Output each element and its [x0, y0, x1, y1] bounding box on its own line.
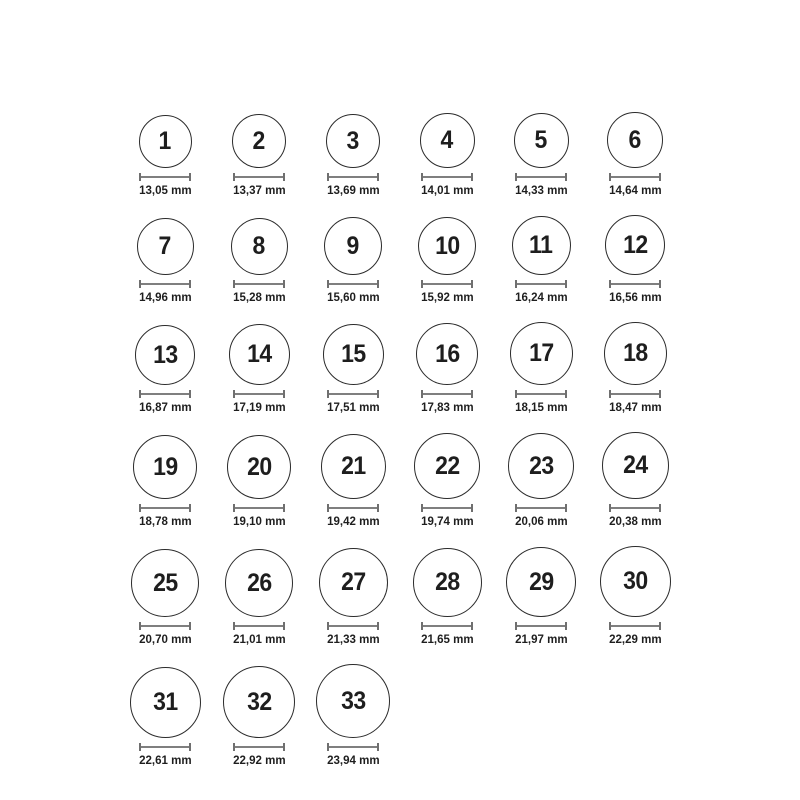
- diameter-measure-line: [327, 280, 379, 288]
- measure-tick-left: [233, 280, 235, 288]
- measure-bar: [327, 625, 379, 627]
- diameter-label: 16,24 mm: [514, 290, 568, 304]
- ring-circle: [135, 325, 195, 385]
- ring-size-item: [400, 548, 494, 647]
- measure-bar: [609, 283, 661, 285]
- measure-tick-left: [327, 390, 329, 398]
- measure-bar: [327, 283, 379, 285]
- measure-bar: [233, 746, 285, 748]
- measure-tick-right: [283, 622, 285, 630]
- diameter-label: 13,69 mm: [326, 183, 380, 197]
- measure-bar: [139, 176, 191, 178]
- diameter-measure-line: [609, 280, 661, 288]
- diameter-label: 16,56 mm: [608, 290, 662, 304]
- ring-size-number: 21: [340, 452, 366, 480]
- diameter-label: 21,97 mm: [514, 632, 568, 646]
- ring-circle: [323, 324, 384, 385]
- measure-tick-left: [139, 743, 141, 751]
- ring-size-item: [306, 434, 400, 529]
- diameter-measure-line: [233, 390, 285, 398]
- ring-size-number: 5: [534, 126, 548, 154]
- ring-size-item: [212, 435, 306, 529]
- ring-size-item: [118, 115, 212, 198]
- diameter-label: 15,92 mm: [420, 290, 474, 304]
- ring-circle: [324, 217, 382, 275]
- ring-size-item: [306, 664, 400, 768]
- measure-tick-left: [233, 173, 235, 181]
- ring-size-number: 24: [622, 451, 648, 479]
- measure-tick-right: [377, 622, 379, 630]
- ring-size-item: [118, 325, 212, 415]
- ring-circle: [418, 217, 476, 275]
- diameter-measure-line: [327, 504, 379, 512]
- measure-bar: [515, 393, 567, 395]
- ring-size-number: 4: [440, 126, 454, 154]
- measure-tick-left: [515, 622, 517, 630]
- ring-circle: [131, 549, 199, 617]
- ring-circle: [506, 547, 576, 617]
- diameter-label: 21,65 mm: [420, 632, 474, 646]
- ring-size-number: 15: [340, 340, 366, 368]
- measure-tick-left: [609, 504, 611, 512]
- ring-size-number: 19: [152, 452, 178, 481]
- ring-size-item: [400, 433, 494, 529]
- measure-tick-right: [189, 280, 191, 288]
- measure-bar: [327, 746, 379, 748]
- ring-size-number: 1: [158, 127, 172, 155]
- measure-bar: [233, 393, 285, 395]
- ring-size-number: 9: [346, 231, 360, 260]
- ring-size-number: 27: [340, 568, 366, 596]
- measure-tick-right: [189, 390, 191, 398]
- measure-tick-left: [421, 280, 423, 288]
- measure-tick-right: [471, 622, 473, 630]
- measure-tick-right: [283, 173, 285, 181]
- ring-circle: [223, 666, 295, 738]
- ring-size-number: 16: [434, 339, 460, 368]
- ring-circle: [416, 323, 478, 385]
- ring-circle: [139, 115, 192, 168]
- ring-size-chart: [118, 0, 682, 768]
- ring-size-number: 14: [246, 340, 272, 368]
- diameter-measure-line: [421, 173, 473, 181]
- ring-circle: [227, 435, 291, 499]
- measure-bar: [609, 393, 661, 395]
- ring-circle: [508, 433, 574, 499]
- ring-size-item: [494, 547, 588, 647]
- diameter-label: 14,33 mm: [514, 183, 568, 197]
- measure-tick-right: [283, 280, 285, 288]
- diameter-measure-line: [515, 622, 567, 630]
- ring-circle: [512, 216, 571, 275]
- measure-bar: [515, 176, 567, 178]
- diameter-label: 20,38 mm: [608, 514, 662, 528]
- diameter-label: 15,60 mm: [326, 290, 380, 304]
- ring-size-number: 10: [434, 231, 460, 260]
- ring-size-item: [118, 435, 212, 529]
- ring-size-number: 22: [434, 451, 460, 480]
- ring-circle: [321, 434, 386, 499]
- ring-circle: [605, 215, 665, 275]
- diameter-measure-line: [139, 390, 191, 398]
- diameter-label: 14,96 mm: [138, 290, 192, 304]
- diameter-label: 13,05 mm: [138, 183, 192, 197]
- ring-circle: [326, 114, 380, 168]
- diameter-measure-line: [515, 504, 567, 512]
- diameter-label: 19,42 mm: [326, 514, 380, 528]
- measure-bar: [609, 625, 661, 627]
- measure-bar: [327, 176, 379, 178]
- ring-size-number: 12: [622, 230, 648, 259]
- ring-size-item: [306, 217, 400, 305]
- diameter-label: 19,10 mm: [232, 514, 286, 528]
- ring-size-item: [306, 324, 400, 415]
- measure-bar: [515, 283, 567, 285]
- diameter-measure-line: [515, 390, 567, 398]
- diameter-label: 23,94 mm: [326, 753, 380, 767]
- diameter-measure-line: [139, 504, 191, 512]
- ring-size-number: 8: [252, 232, 266, 260]
- diameter-label: 18,47 mm: [608, 400, 662, 414]
- ring-size-number: 17: [528, 339, 554, 367]
- measure-bar: [233, 507, 285, 509]
- measure-bar: [233, 283, 285, 285]
- ring-size-item: [306, 114, 400, 198]
- ring-size-number: 3: [346, 126, 360, 155]
- ring-size-number: 31: [152, 688, 178, 716]
- ring-size-item: [588, 112, 682, 198]
- measure-tick-left: [327, 173, 329, 181]
- measure-bar: [421, 507, 473, 509]
- ring-size-item: [118, 667, 212, 768]
- diameter-measure-line: [421, 390, 473, 398]
- ring-size-item: [494, 216, 588, 305]
- ring-circle: [225, 549, 293, 617]
- diameter-label: 17,19 mm: [232, 400, 286, 414]
- diameter-measure-line: [233, 280, 285, 288]
- measure-tick-right: [659, 390, 661, 398]
- ring-circle: [229, 324, 290, 385]
- measure-bar: [139, 507, 191, 509]
- measure-tick-left: [609, 280, 611, 288]
- ring-size-number: 23: [528, 451, 554, 480]
- measure-tick-right: [565, 173, 567, 181]
- diameter-label: 14,01 mm: [420, 183, 474, 197]
- ring-circle: [231, 218, 288, 275]
- diameter-measure-line: [609, 504, 661, 512]
- measure-tick-right: [283, 743, 285, 751]
- measure-tick-right: [565, 280, 567, 288]
- ring-size-number: 26: [246, 568, 272, 597]
- measure-tick-left: [327, 280, 329, 288]
- diameter-measure-line: [421, 280, 473, 288]
- measure-bar: [233, 176, 285, 178]
- ring-circle: [137, 218, 194, 275]
- ring-size-item: [494, 322, 588, 415]
- measure-tick-right: [471, 280, 473, 288]
- ring-size-number: 2: [252, 126, 266, 155]
- diameter-measure-line: [233, 173, 285, 181]
- ring-size-item: [400, 113, 494, 198]
- measure-bar: [327, 393, 379, 395]
- ring-circle: [316, 664, 390, 738]
- measure-bar: [609, 507, 661, 509]
- diameter-label: 20,70 mm: [138, 632, 192, 646]
- diameter-measure-line: [139, 280, 191, 288]
- diameter-measure-line: [421, 504, 473, 512]
- ring-circle: [133, 435, 197, 499]
- measure-tick-right: [283, 390, 285, 398]
- ring-size-number: 7: [158, 232, 172, 260]
- diameter-measure-line: [233, 622, 285, 630]
- ring-circle: [232, 114, 286, 168]
- measure-tick-left: [233, 504, 235, 512]
- ring-size-item: [588, 215, 682, 305]
- diameter-label: 20,06 mm: [514, 514, 568, 528]
- measure-tick-right: [189, 504, 191, 512]
- measure-tick-right: [377, 504, 379, 512]
- ring-circle: [602, 432, 669, 499]
- measure-bar: [139, 393, 191, 395]
- ring-size-number: 13: [152, 340, 178, 369]
- measure-tick-left: [515, 390, 517, 398]
- measure-tick-right: [377, 173, 379, 181]
- measure-tick-left: [421, 504, 423, 512]
- ring-circle: [604, 322, 667, 385]
- ring-size-item: [118, 218, 212, 305]
- measure-tick-right: [471, 390, 473, 398]
- diameter-measure-line: [327, 622, 379, 630]
- diameter-measure-line: [327, 173, 379, 181]
- measure-tick-left: [609, 622, 611, 630]
- measure-tick-right: [189, 622, 191, 630]
- ring-size-number: 32: [246, 687, 272, 716]
- measure-tick-right: [283, 504, 285, 512]
- ring-circle: [130, 667, 201, 738]
- measure-tick-left: [421, 390, 423, 398]
- diameter-label: 15,28 mm: [232, 290, 286, 304]
- measure-bar: [139, 746, 191, 748]
- ring-size-number: 33: [340, 686, 366, 715]
- measure-tick-left: [515, 504, 517, 512]
- ring-circle: [414, 433, 480, 499]
- measure-tick-left: [139, 390, 141, 398]
- diameter-label: 21,01 mm: [232, 632, 286, 646]
- diameter-label: 17,83 mm: [420, 400, 474, 414]
- measure-bar: [139, 283, 191, 285]
- ring-circle: [420, 113, 475, 168]
- measure-tick-left: [609, 173, 611, 181]
- measure-bar: [515, 507, 567, 509]
- ring-circle: [607, 112, 663, 168]
- measure-tick-right: [377, 390, 379, 398]
- measure-tick-right: [377, 280, 379, 288]
- measure-tick-right: [189, 173, 191, 181]
- ring-circle: [510, 322, 573, 385]
- ring-size-number: 28: [434, 568, 460, 596]
- measure-bar: [139, 625, 191, 627]
- measure-tick-right: [565, 504, 567, 512]
- ring-size-item: [588, 546, 682, 647]
- measure-tick-left: [139, 504, 141, 512]
- ring-size-number: 20: [246, 452, 272, 481]
- measure-bar: [421, 393, 473, 395]
- ring-size-item: [306, 548, 400, 647]
- diameter-label: 22,29 mm: [608, 632, 662, 646]
- measure-tick-left: [609, 390, 611, 398]
- diameter-label: 18,15 mm: [514, 400, 568, 414]
- diameter-measure-line: [609, 390, 661, 398]
- ring-size-number: 25: [152, 568, 178, 597]
- ring-size-number: 18: [622, 339, 648, 367]
- measure-tick-right: [189, 743, 191, 751]
- ring-size-item: [118, 549, 212, 647]
- measure-tick-right: [659, 622, 661, 630]
- measure-bar: [421, 176, 473, 178]
- measure-tick-right: [471, 504, 473, 512]
- measure-tick-left: [327, 743, 329, 751]
- ring-size-number: 30: [622, 567, 648, 595]
- measure-tick-right: [565, 390, 567, 398]
- ring-size-item: [400, 323, 494, 415]
- diameter-measure-line: [421, 622, 473, 630]
- diameter-label: 22,92 mm: [232, 753, 286, 767]
- ring-size-item: [494, 113, 588, 198]
- measure-tick-left: [139, 280, 141, 288]
- measure-tick-right: [659, 280, 661, 288]
- ring-circle: [413, 548, 482, 617]
- diameter-measure-line: [139, 743, 191, 751]
- diameter-label: 13,37 mm: [232, 183, 286, 197]
- diameter-measure-line: [609, 622, 661, 630]
- ring-size-number: 29: [528, 567, 554, 596]
- diameter-measure-line: [327, 390, 379, 398]
- ring-size-item: [400, 217, 494, 305]
- ring-size-grid: [118, 112, 682, 768]
- measure-bar: [233, 625, 285, 627]
- measure-tick-left: [233, 622, 235, 630]
- diameter-label: 16,87 mm: [138, 400, 192, 414]
- ring-size-item: [212, 666, 306, 768]
- diameter-label: 19,74 mm: [420, 514, 474, 528]
- measure-tick-right: [471, 173, 473, 181]
- diameter-label: 14,64 mm: [608, 183, 662, 197]
- measure-tick-left: [515, 280, 517, 288]
- measure-tick-left: [327, 504, 329, 512]
- ring-size-item: [588, 322, 682, 415]
- diameter-measure-line: [515, 173, 567, 181]
- measure-bar: [421, 625, 473, 627]
- ring-circle: [514, 113, 569, 168]
- ring-size-item: [494, 433, 588, 529]
- diameter-label: 17,51 mm: [326, 400, 380, 414]
- ring-circle: [600, 546, 671, 617]
- ring-size-number: 6: [628, 125, 642, 154]
- diameter-measure-line: [139, 173, 191, 181]
- ring-circle: [319, 548, 388, 617]
- ring-size-item: [212, 114, 306, 198]
- measure-tick-left: [327, 622, 329, 630]
- diameter-measure-line: [327, 743, 379, 751]
- measure-tick-left: [515, 173, 517, 181]
- diameter-measure-line: [609, 173, 661, 181]
- measure-tick-left: [139, 622, 141, 630]
- measure-bar: [609, 176, 661, 178]
- ring-size-number: 11: [529, 231, 553, 259]
- diameter-label: 18,78 mm: [138, 514, 192, 528]
- measure-bar: [327, 507, 379, 509]
- measure-tick-left: [421, 622, 423, 630]
- measure-tick-right: [659, 504, 661, 512]
- diameter-label: 21,33 mm: [326, 632, 380, 646]
- ring-size-item: [212, 549, 306, 647]
- diameter-measure-line: [233, 743, 285, 751]
- ring-size-item: [212, 218, 306, 305]
- measure-bar: [421, 283, 473, 285]
- ring-size-item: [212, 324, 306, 415]
- measure-tick-right: [659, 173, 661, 181]
- measure-tick-left: [233, 390, 235, 398]
- diameter-measure-line: [515, 280, 567, 288]
- diameter-label: 22,61 mm: [138, 753, 192, 767]
- measure-tick-left: [421, 173, 423, 181]
- ring-size-item: [588, 432, 682, 529]
- measure-tick-right: [565, 622, 567, 630]
- diameter-measure-line: [233, 504, 285, 512]
- measure-tick-left: [233, 743, 235, 751]
- measure-tick-right: [377, 743, 379, 751]
- diameter-measure-line: [139, 622, 191, 630]
- measure-bar: [515, 625, 567, 627]
- measure-tick-left: [139, 173, 141, 181]
